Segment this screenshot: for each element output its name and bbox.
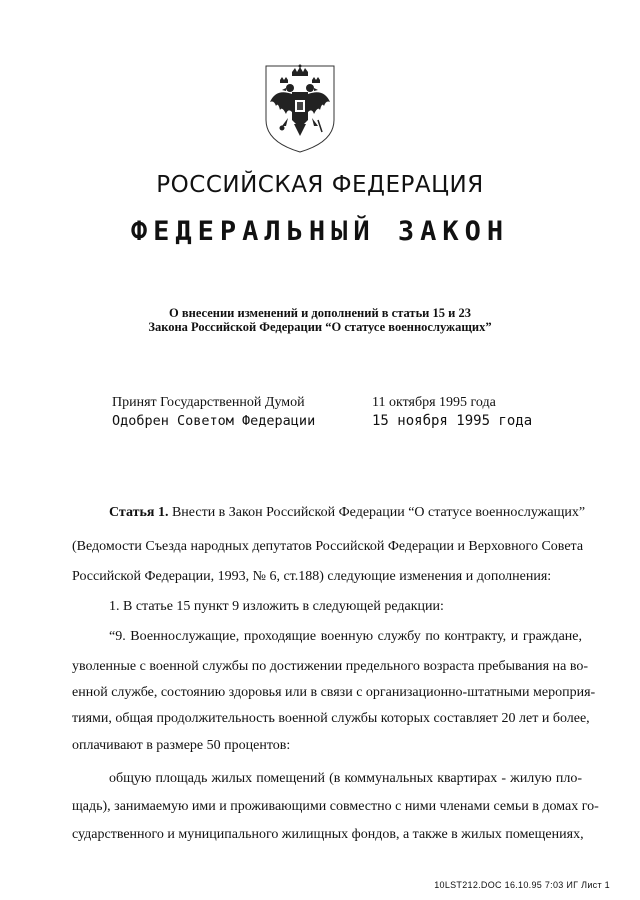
article-text-line: сударственного и муниципального жилищных фондов, а также в жилых помещениях,: [72, 827, 584, 842]
document-type: ФЕДЕРАЛЬНЫЙ ЗАКОН: [130, 216, 510, 247]
article-text-line: тиями, общая продолжительность военной службы которых составляет 20 лет и более,: [72, 711, 590, 726]
article-text-line: 1. В статье 15 пункт 9 изложить в следующей редакции:: [109, 599, 444, 614]
law-title-line: Закона Российской Федерации “О статусе военнослужащих”: [148, 320, 492, 334]
article-1-first-line: [109, 503, 586, 523]
article-text-line: уволенные с военной службы по достижении предельного возраста пребывания на во-: [72, 659, 588, 674]
article-heading: Статья 1.: [109, 505, 169, 520]
adopted-by-duma-label: Принят Государственной Думой: [112, 395, 305, 410]
article-text-line: (Ведомости Съезда народных депутатов Российской Федерации и Верховного Совета: [72, 539, 584, 554]
article-text-line: щадь), занимаемую ими и проживающими совместно с ними членами семьи в домах го-: [72, 799, 599, 814]
article-text-line: Российской Федерации, 1993, № 6, ст.188) следующие изменения и дополнения:: [72, 569, 552, 584]
law-title-line: О внесении изменений и дополнений в статьи 15 и 23: [169, 306, 471, 320]
article-text-line: “9. Военнослужащие, проходящие военную службу по контракту, и граждане,: [109, 629, 582, 644]
article-text-line: енной службе, состоянию здоровья или в связи с организационно-штатными мероприя-: [72, 685, 596, 700]
adopted-date: 11 октября 1995 года: [372, 395, 496, 410]
country-name: РОССИЙСКАЯ ФЕДЕРАЦИЯ: [156, 172, 484, 198]
article-text-line: оплачивают в размере 50 процентов:: [72, 738, 291, 753]
article-text: Внести в Закон Российской Федерации “О статусе военнослужащих”: [171, 505, 586, 520]
law-title: [0, 306, 640, 334]
approved-date: 15 ноября 1995 года: [372, 413, 533, 429]
approved-by-council-label: Одобрен Советом Федерации: [112, 413, 316, 429]
coat-of-arms-emblem-icon: [262, 62, 338, 154]
article-text-line: общую площадь жилых помещений (в коммунальных квартирах - жилую пло-: [109, 771, 582, 786]
page-footer: 10LST212.DOC 16.10.95 7:03 ИГ Лист 1: [434, 880, 610, 890]
